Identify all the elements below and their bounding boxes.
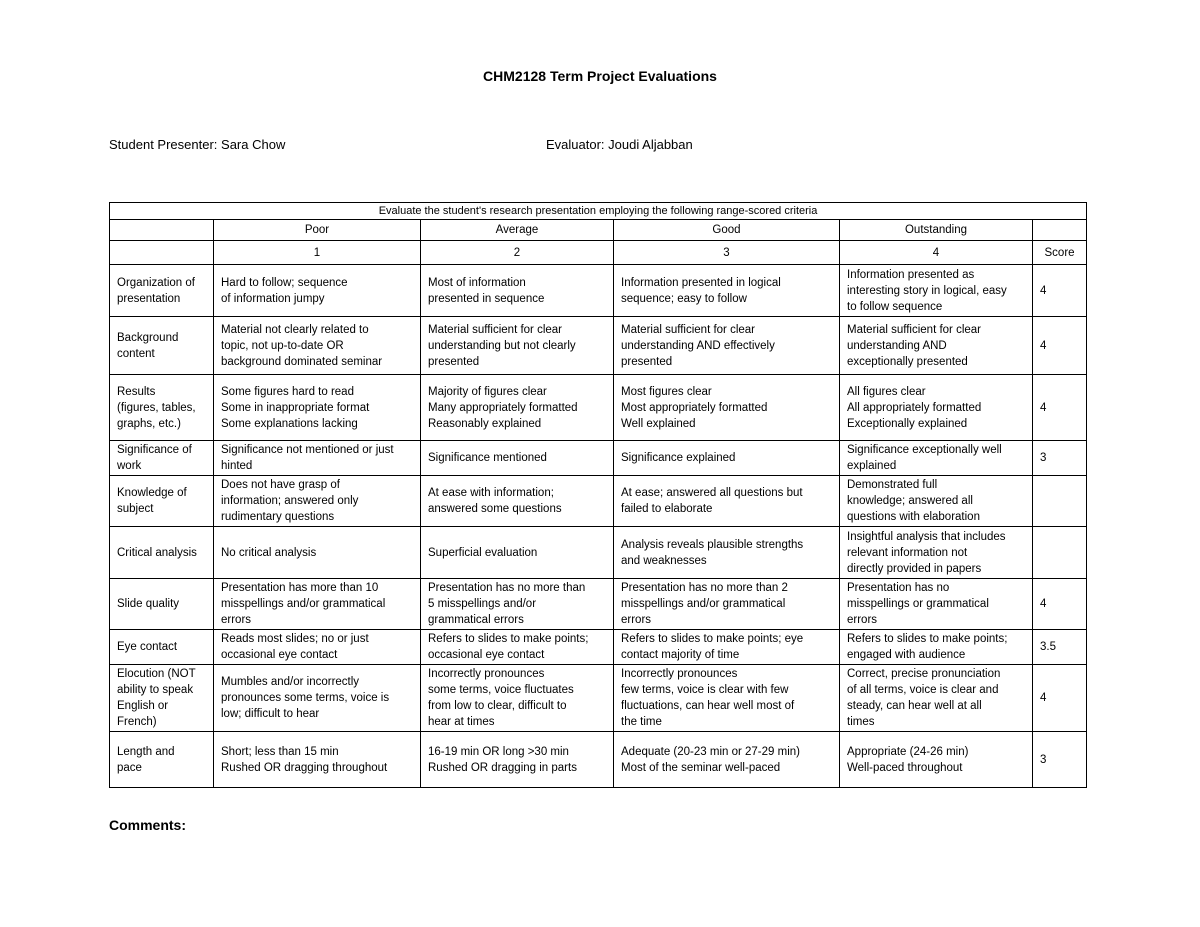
criterion-level-1-text: Significance not mentioned or just hinted [214,441,421,476]
evaluator-name: Joudi Aljabban [608,137,693,152]
presenter-label: Student Presenter: [109,137,218,152]
rubric-row [110,317,1087,375]
level-average: Average [421,220,614,241]
rubric-row [110,265,1087,317]
criterion-level-3-text: Material sufficient for clear understanding AND effectively presented [614,317,840,375]
criterion-label: Results (figures, tables, graphs, etc.) [110,375,214,441]
criterion-level-4-text: Insightful analysis that includes relevant information not directly provided in papers [840,527,1033,579]
criterion-level-3-text: Incorrectly pronounces few terms, voice is clear with few fluctuations, can hear well most of the time [614,665,840,732]
criterion-label: Eye contact [110,630,214,665]
criterion-level-1-text: Presentation has more than 10 misspellings and/or grammatical errors [214,579,421,630]
criterion-level-4-text: Refers to slides to make points; engaged with audience [840,630,1033,665]
empty-header-cell [110,241,214,265]
criterion-level-4-text: Material sufficient for clear understanding AND exceptionally presented [840,317,1033,375]
criterion-level-1-text: Mumbles and/or incorrectly pronounces some terms, voice is low; difficult to hear [214,665,421,732]
rubric-caption-row [110,203,1087,220]
rubric-caption: Evaluate the student's research presentation employing the following range-scored criteria [110,203,1087,220]
score-cell: 3.5 [1033,630,1087,665]
presenter-name: Sara Chow [221,137,286,152]
level-number-3: 3 [614,241,840,265]
student-presenter-line [109,137,285,152]
criterion-level-1-text: Material not clearly related to topic, not up-to-date OR background dominated seminar [214,317,421,375]
empty-header-cell [1033,220,1087,241]
rubric-row [110,527,1087,579]
criterion-level-2-text: Incorrectly pronounces some terms, voice fluctuates from low to clear, difficult to hear at times [421,665,614,732]
criterion-level-4-text: Information presented as interesting story in logical, easy to follow sequence [840,265,1033,317]
rubric-table [109,202,1087,788]
criterion-level-1-text: Does not have grasp of information; answered only rudimentary questions [214,476,421,527]
criterion-label: Elocution (NOT ability to speak English or French) [110,665,214,732]
score-cell [1033,527,1087,579]
criterion-level-4-text: Correct, precise pronunciation of all terms, voice is clear and steady, can hear well at all times [840,665,1033,732]
rubric-row [110,665,1087,732]
criterion-label: Slide quality [110,579,214,630]
criterion-level-1-text: No critical analysis [214,527,421,579]
criterion-level-4-text: Demonstrated full knowledge; answered all questions with elaboration [840,476,1033,527]
level-number-2: 2 [421,241,614,265]
score-cell: 4 [1033,375,1087,441]
number-header-row [110,241,1087,265]
criterion-level-2-text: Most of information presented in sequence [421,265,614,317]
score-cell: 3 [1033,441,1087,476]
criterion-level-1-text: Some figures hard to read Some in inappropriate format Some explanations lacking [214,375,421,441]
criterion-level-4-text: All figures clear All appropriately formatted Exceptionally explained [840,375,1033,441]
criterion-level-2-text: 16-19 min OR long >30 min Rushed OR dragging in parts [421,732,614,788]
criterion-level-4-text: Appropriate (24-26 min) Well-paced throughout [840,732,1033,788]
score-header: Score [1033,241,1087,265]
score-cell [1033,476,1087,527]
criterion-level-2-text: Refers to slides to make points; occasional eye contact [421,630,614,665]
criterion-level-2-text: Superficial evaluation [421,527,614,579]
rubric-row [110,579,1087,630]
level-outstanding: Outstanding [840,220,1033,241]
criterion-level-3-text: Analysis reveals plausible strengths and weaknesses [614,527,840,579]
criterion-label: Length and pace [110,732,214,788]
level-poor: Poor [214,220,421,241]
evaluator-line [546,137,693,152]
criterion-level-4-text: Significance exceptionally well explained [840,441,1033,476]
rubric-row [110,732,1087,788]
score-cell: 4 [1033,665,1087,732]
criterion-level-2-text: Presentation has no more than 5 misspellings and/or grammatical errors [421,579,614,630]
criterion-level-1-text: Short; less than 15 min Rushed OR dragging throughout [214,732,421,788]
rubric-row [110,630,1087,665]
score-cell: 4 [1033,579,1087,630]
criterion-level-3-text: Refers to slides to make points; eye contact majority of time [614,630,840,665]
criterion-label: Critical analysis [110,527,214,579]
criterion-level-4-text: Presentation has no misspellings or grammatical errors [840,579,1033,630]
criterion-level-1-text: Hard to follow; sequence of information jumpy [214,265,421,317]
criterion-level-2-text: Majority of figures clear Many appropriately formatted Reasonably explained [421,375,614,441]
criterion-level-3-text: Adequate (20-23 min or 27-29 min) Most of the seminar well-paced [614,732,840,788]
evaluator-label: Evaluator: [546,137,605,152]
criterion-level-2-text: At ease with information; answered some questions [421,476,614,527]
level-number-1: 1 [214,241,421,265]
criterion-label: Background content [110,317,214,375]
score-cell: 3 [1033,732,1087,788]
criterion-level-3-text: Significance explained [614,441,840,476]
level-header-row [110,220,1087,241]
rubric-row [110,476,1087,527]
score-cell: 4 [1033,265,1087,317]
criterion-label: Organization of presentation [110,265,214,317]
empty-header-cell [110,220,214,241]
criterion-label: Significance of work [110,441,214,476]
comments-label: Comments: [109,817,187,833]
criterion-level-2-text: Material sufficient for clear understanding but not clearly presented [421,317,614,375]
level-good: Good [614,220,840,241]
criterion-level-1-text: Reads most slides; no or just occasional eye contact [214,630,421,665]
criterion-level-3-text: Most figures clear Most appropriately formatted Well explained [614,375,840,441]
rubric-row [110,441,1087,476]
level-number-4: 4 [840,241,1033,265]
score-cell: 4 [1033,317,1087,375]
rubric-row [110,375,1087,441]
criterion-level-3-text: Presentation has no more than 2 misspellings and/or grammatical errors [614,579,840,630]
criterion-level-2-text: Significance mentioned [421,441,614,476]
criterion-level-3-text: Information presented in logical sequence; easy to follow [614,265,840,317]
criterion-level-3-text: At ease; answered all questions but failed to elaborate [614,476,840,527]
page-title: CHM2128 Term Project Evaluations [483,68,717,84]
criterion-label: Knowledge of subject [110,476,214,527]
